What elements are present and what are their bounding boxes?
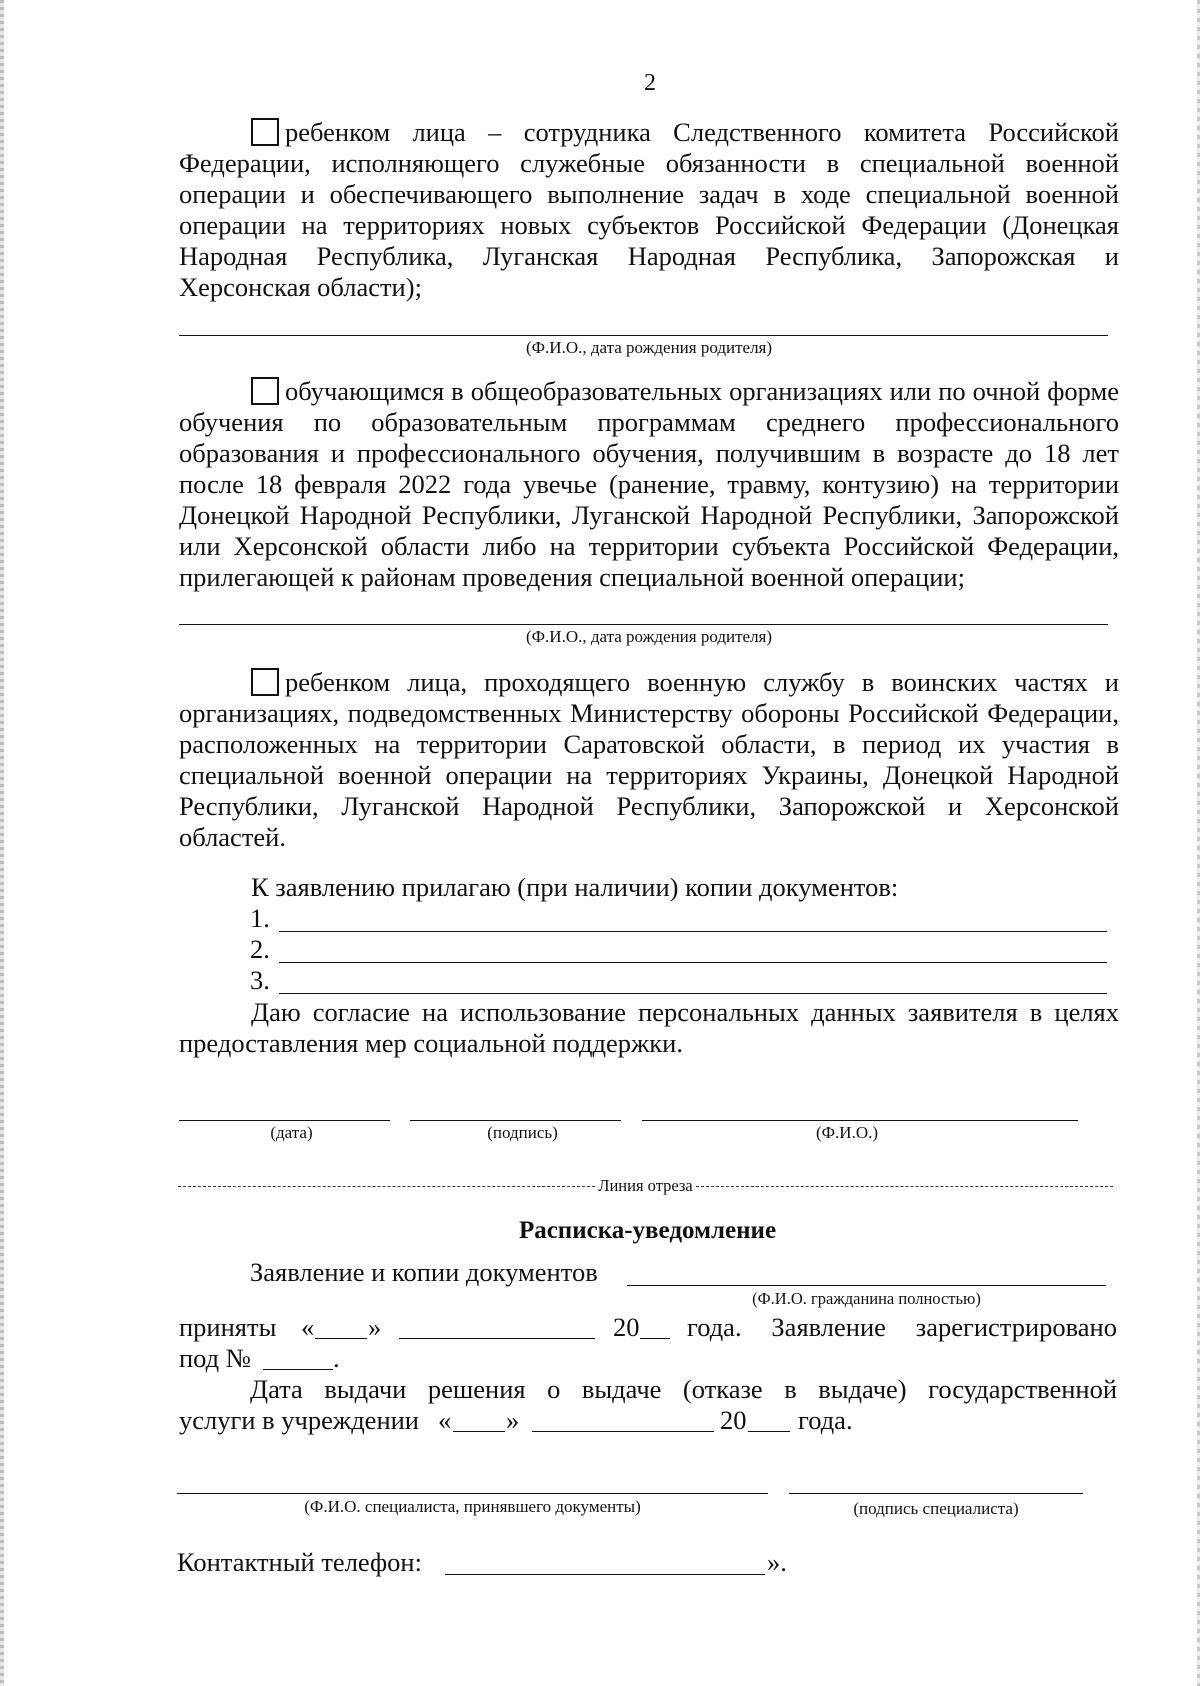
decision-year-prefix: 20 — [720, 1405, 747, 1435]
specialist-fio-line[interactable] — [177, 1493, 768, 1494]
receipt-title: Расписка-уведомление — [518, 1217, 777, 1244]
fio-caption: (Ф.И.О.) — [815, 1123, 879, 1142]
receipt-line-1-text: Заявление и копии документов — [250, 1257, 598, 1287]
decision-day-line[interactable] — [453, 1431, 505, 1432]
section-3-text: ребенком лица, проходящего военную службу в воинских частях и организациях, подведомственных Министерству обороны Российской Федерации, расположенных на территории Саратовской области, в период их участия в специальной военной операции на территориях Украины, Донецкой Народной Республики, Луганской Народной Республики, Запорожской и Херсонской областей. — [179, 667, 1119, 852]
section-2-paragraph — [179, 376, 1119, 593]
attachment-1-number: 1. — [250, 903, 270, 933]
phone-end: ». — [767, 1547, 787, 1577]
specialist-signature-caption: (подпись специалиста) — [853, 1499, 1019, 1518]
accepted-month-line[interactable] — [399, 1338, 595, 1339]
page-number: 2 — [644, 70, 656, 96]
decision-year-suffix: года. — [798, 1405, 853, 1435]
decision-line-1: Дата выдачи решения о выдаче (отказе в выдаче) государственной — [250, 1374, 1117, 1404]
attachment-3-number: 3. — [250, 965, 270, 995]
attachment-2-line[interactable] — [279, 962, 1107, 963]
consent-text: Даю согласие на использование персональных данных заявителя в целях предоставления мер социальной поддержки. — [179, 997, 1119, 1058]
accepted-quote-open: « — [301, 1312, 315, 1342]
decision-month-line[interactable] — [532, 1431, 714, 1432]
cut-line-label: Линия отреза — [598, 1176, 693, 1195]
decision-line-2: услуги в учреждении — [179, 1405, 419, 1435]
accepted-year-line[interactable] — [640, 1338, 670, 1339]
specialist-signature-line[interactable] — [789, 1493, 1083, 1494]
decision-quote-open: « — [438, 1405, 452, 1435]
specialist-fio-caption: (Ф.И.О. специалиста, принявшего документы) — [304, 1497, 641, 1516]
cut-line — [178, 1176, 1113, 1196]
accepted-year-prefix: 20 — [613, 1312, 640, 1342]
decision-year-line[interactable] — [748, 1431, 790, 1432]
attachments-intro: К заявлению прилагаю (при наличии) копии документов: — [251, 872, 899, 902]
phone-line[interactable] — [445, 1574, 765, 1575]
section-1-caption: (Ф.И.О., дата рождения родителя) — [525, 338, 773, 357]
section-2-caption: (Ф.И.О., дата рождения родителя) — [525, 627, 773, 646]
attachment-3-line[interactable] — [279, 993, 1107, 994]
section-2-fio-line[interactable] — [179, 624, 1108, 625]
signature-caption: (подпись) — [487, 1123, 558, 1142]
citizen-fio-line[interactable] — [627, 1285, 1106, 1286]
scan-edge-left — [0, 0, 4, 1686]
registration-number-line[interactable] — [263, 1369, 333, 1370]
accepted-day-line[interactable] — [315, 1338, 367, 1339]
number-label: под № — [179, 1343, 252, 1373]
receipt-line-1 — [250, 1257, 598, 1288]
citizen-fio-caption: (Ф.И.О. гражданина полностью) — [752, 1289, 981, 1308]
attachment-1-line[interactable] — [279, 931, 1107, 932]
cut-line-dash-left — [178, 1186, 595, 1187]
section-1-paragraph — [179, 117, 1119, 303]
accepted-label: приняты — [179, 1312, 277, 1342]
decision-quote-close: » — [506, 1405, 520, 1435]
section-2-checkbox[interactable] — [251, 377, 279, 405]
section-1-fio-line[interactable] — [179, 335, 1108, 336]
section-1-checkbox[interactable] — [251, 118, 279, 146]
consent-paragraph — [179, 997, 1119, 1059]
attachment-2-number: 2. — [250, 934, 270, 964]
section-1-text: ребенком лица – сотрудника Следственного комитета Российской Федерации, исполняющего служебные обязанности в специальной военной операции и обеспечивающего выполнение задач в ходе специальной военной операции на территориях новых субъектов Российской Федерации (Донецкая Народная Республика, Луганская Народная Республика, Запорожская и Херсонская области); — [179, 117, 1119, 302]
number-period: . — [333, 1343, 340, 1373]
section-3-checkbox[interactable] — [251, 668, 279, 696]
fio-line[interactable] — [642, 1120, 1078, 1121]
date-line[interactable] — [179, 1120, 390, 1121]
date-caption: (дата) — [270, 1123, 313, 1142]
section-3-paragraph — [179, 667, 1119, 853]
accepted-quote-close: » — [368, 1312, 382, 1342]
registered-text: года. Заявление зарегистрировано — [687, 1312, 1117, 1342]
signature-line[interactable] — [410, 1120, 621, 1121]
cut-line-dash-right — [696, 1186, 1113, 1187]
phone-label: Контактный телефон: — [177, 1547, 422, 1577]
section-2-text: обучающимся в общеобразовательных организациях или по очной форме обучения по образовательным программам среднего профессионального образования и профессионального обучения, получившим в возрасте до 18 лет после 18 февраля 2022 года увечье (ранение, травму, контузию) на территории Донецкой Народной Республики, Луганской Народной Республики, Запорожской или Херсонской области либо на территории субъекта Российской Федерации, прилегающей к районам проведения специальной военной операции; — [179, 376, 1119, 592]
